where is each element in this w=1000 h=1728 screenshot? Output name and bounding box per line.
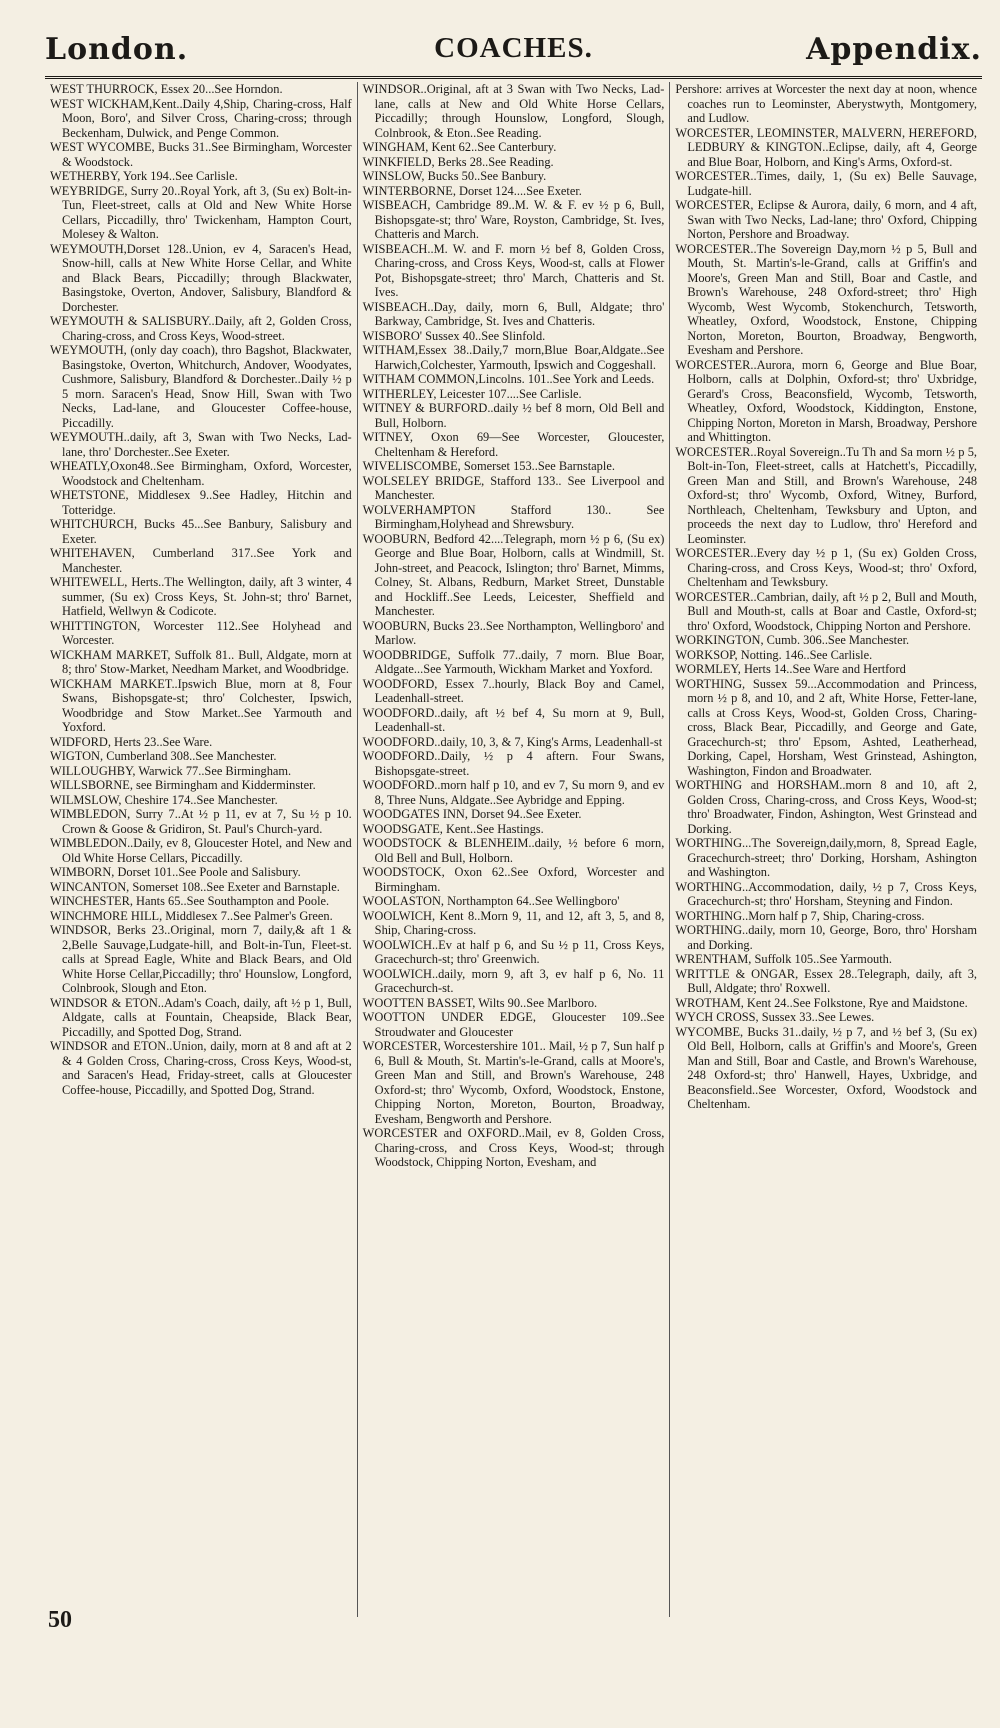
directory-entry: WHITEHAVEN, Cumberland 317..See York and Manchester. [50,546,352,575]
directory-entry: WILMSLOW, Cheshire 174..See Manchester. [50,792,278,807]
directory-entry: WEYMOUTH, (only day coach), thro Bagshot, Blackwater, Basingstoke, Overton, Whitchurch, Andover, Woodyates, Cushmore, Salisbury, Blandford & Dorchester..Daily ½ p 5 morn. Saracen's Head, Snow Hill, Swan with Two Necks, Lad-lane, and Gloucester Coffee-house, Piccadilly. [50,343,352,430]
directory-entry: WOOLASTON, Northampton 64..See Wellingboro' [362,894,620,908]
directory-entry: WORKSOP, Notting. 146..See Carlisle. [675,647,873,662]
directory-entry: WORTHING..Accommodation, daily, ½ p 7, Cross Keys, Gracechurch-st; thro' Horsham, Steyning and Findon. [675,879,978,908]
directory-entry: WYCOMBE, Bucks 31..daily, ½ p 7, and ½ bef 3, (Su ex) Old Bell, Holborn, calls at Griffin's and Moore's, Green Man and Still, Boar and Castle, and Brown's Warehouse, 248 Oxford-st; thro' Hanwell, Hayes, Uxbridge, and Beaconsfield..See Worcester, Oxford, Woodstock and Cheltenham. [675,1024,978,1111]
directory-entry: WORTHING, Sussex 59...Accommodation and Princess, morn ½ p 8, and 10, and 2 aft, White Horse, Fetter-lane, calls at Cross Keys, Wood-st, Golden Cross, Charing-cross, Black Bear, Piccadilly, and George and Gate, Gracechurch-st; thro' Epsom, Ashted, Leatherhead, Dorking, Capel, Horsham, West Grinstead, Ashington, Washington, Findon and Broadwater. [675,676,978,778]
directory-entry: WYCH CROSS, Sussex 33..See Lewes. [675,1010,875,1024]
directory-entry: WOODBRIDGE, Suffolk 77..daily, 7 morn. Blue Boar, Aldgate...See Yarmouth, Wickham Market and Yoxford. [362,647,665,676]
directory-entry: WOODGATES INN, Dorset 94..See Exeter. [362,807,582,821]
header-left-title: London. [45,32,189,67]
directory-entry: WORKINGTON, Cumb. 306..See Manchester. [675,633,910,647]
column-2 [357,82,670,1617]
directory-entry: WOLSELEY BRIDGE, Stafford 133.. See Liverpool and Manchester. [362,473,665,502]
directory-entry: WHITEWELL, Herts..The Wellington, daily, aft 3 winter, 4 summer, (Su ex) Cross Keys, St. John-st; thro' Barnet, Hatfield, Wellwyn & Codicote. [50,575,352,618]
directory-entry: WINSLOW, Bucks 50..See Banbury. [362,169,547,183]
directory-entry: WEYMOUTH & SALISBURY..Daily, aft 2, Golden Cross, Charing-cross, and Cross Keys, Wood-street. [50,314,352,343]
directory-entry: WORCESTER..Aurora, morn 6, George and Blue Boar, Holborn, calls at Dolphin, Oxford-st; thro' Uxbridge, Gerard's Cross, Beaconsfield, Wycomb, Tetsworth, Wheatley, Oxford, Woodstock, Kiddington, Enstone, Chipping Norton, Moreton in Marsh, Broadway, Pershore and Whittington. [675,357,978,444]
directory-entry: WOOBURN, Bucks 23..See Northampton, Wellingboro' and Marlow. [362,618,665,647]
directory-entry: WINGHAM, Kent 62..See Canterbury. [362,140,557,154]
directory-entry: Pershore: arrives at Worcester the next day at noon, whence coaches run to Leominster, Aberystwyth, Montgomery, and Ludlow. [675,82,978,125]
directory-entry: WORTHING...The Sovereign,daily,morn, 8, Spread Eagle, Gracechurch-street; thro' Dorking, Horsham, Ashington and Washington. [675,836,978,879]
directory-entry: WRITTLE & ONGAR, Essex 28..Telegraph, daily, aft 3, Bull, Aldgate; thro' Roxwell. [675,966,978,995]
directory-entry: WOODFORD..morn half p 10, and ev 7, Su morn 9, and ev 8, Three Nuns, Aldgate..See Aybridge and Epping. [362,778,665,807]
directory-entry: WISBORO' Sussex 40..See Slinfold. [362,328,546,343]
directory-entry: WISBEACH, Cambridge 89..M. W. & F. ev ½ p 6, Bull, Bishopsgate-st; thro' Ware, Royston, Cambridge, St. Ives, Chatteris and March. [362,198,665,241]
directory-entry: WETHERBY, York 194..See Carlisle. [50,169,238,183]
directory-entry: WINCANTON, Somerset 108..See Exeter and Barnstaple. [50,879,340,894]
directory-entry: WORMLEY, Herts 14..See Ware and Hertford [675,662,906,676]
directory-entry: WEST WYCOMBE, Bucks 31..See Birmingham, Worcester & Woodstock. [50,140,352,169]
directory-entry: WEYMOUTH..daily, aft 3, Swan with Two Necks, Lad-lane, thro' Dorchester..See Exeter. [50,430,352,459]
directory-entry: WORTHING and HORSHAM..morn 8 and 10, aft 2, Golden Cross, Charing-cross, and Cross Keys, Wood-st; thro' Broadwater, Findon, Ashington, West Grinstead and Dorking. [675,778,978,836]
directory-entry: WINDSOR and ETON..Union, daily, morn at 8 and aft at 2 & 4 Golden Cross, Charing-cross, Cross Keys, Wood-st, and Saracen's Head, Friday-street, calls at Gloucester Coffee-house, Piccadilly, and Spotted Dog, Strand. [50,1039,352,1097]
directory-entry: WEYBRIDGE, Surry 20..Royal York, aft 3, (Su ex) Bolt-in-Tun, Fleet-street, calls at Old and New White Horse Cellars, Piccadilly, thro' Twickenham, Hampton Court, Molesey & Walton. [50,183,352,241]
page-number: 50 [48,1607,72,1633]
directory-entry: WISBEACH..Day, daily, morn 6, Bull, Aldgate; thro' Barkway, Cambridge, St. Ives and Chatteris. [362,299,665,328]
directory-entry: WORCESTER and OXFORD..Mail, ev 8, Golden Cross, Charing-cross, and Cross Keys, Wood-st; through Woodstock, Chipping Norton, Evesham, and [362,1126,665,1169]
column-3 [669,82,982,1617]
directory-entry: WILLOUGHBY, Warwick 77..See Birmingham. [50,763,292,778]
directory-entry: WIVELISCOMBE, Somerset 153..See Barnstaple. [362,459,615,473]
directory-entry: WINKFIELD, Berks 28..See Reading. [362,154,554,169]
directory-entry: WITHAM,Essex 38..Daily,7 morn,Blue Boar,Aldgate..See Harwich,Colchester, Yarmouth, Ipswich and Coggeshall. [362,343,665,372]
directory-entry: WOODFORD..daily, 10, 3, & 7, King's Arms, Leadenhall-st [362,734,663,749]
directory-entry: WILLSBORNE, see Birmingham and Kidderminster. [50,778,316,792]
directory-entry: WITNEY & BURFORD..daily ½ bef 8 morn, Old Bell and Bull, Holborn. [362,401,665,430]
directory-entry: WINTERBORNE, Dorset 124....See Exeter. [362,183,582,198]
directory-entry: WORCESTER..Times, daily, 1, (Su ex) Belle Sauvage, Ludgate-hill. [675,169,978,198]
directory-entry: WIMBLEDON..Daily, ev 8, Gloucester Hotel, and New and Old White Horse Cellars, Piccadilly. [50,836,352,865]
directory-entry: WORCESTER, Eclipse & Aurora, daily, 6 morn, and 4 aft, Swan with Two Necks, Lad-lane; thro' Oxford, Chipping Norton, Pershore and Broadway. [675,198,978,241]
directory-entry: WICKHAM MARKET, Suffolk 81.. Bull, Aldgate, morn at 8; thro' Stow-Market, Needham Market, and Woodbridge. [50,647,352,676]
directory-entry: WORCESTER..The Sovereign Day,morn ½ p 5, Bull and Mouth, St. Martin's-le-Grand, calls at Griffin's and Moore's, Green Man and Still, Boar and Castle, and Brown's Warehouse, 248 Oxford-street; thro' High Wycomb, West Wycomb, Stokenchurch, Tetsworth, Wheatley, Oxford, Woodstock, Enstone, Chipping Norton, Moreton, Bourton, Broadway, Bengworth, Evesham and Pershore. [675,241,978,357]
directory-entry: WROTHAM, Kent 24..See Folkstone, Rye and Maidstone. [675,995,968,1010]
directory-entry: WINDSOR..Original, aft at 3 Swan with Two Necks, Lad-lane, calls at New and Old White Horse Cellars, Piccadilly; through Hounslow, Longford, Slough, Colnbrook, & Eton..See Reading. [362,82,665,140]
directory-entry: WOODFORD..daily, aft ½ bef 4, Su morn at 9, Bull, Leadenhall-st. [362,705,665,734]
directory-entry: WIGTON, Cumberland 308..See Manchester. [50,749,277,763]
directory-entry: WHEATLY,Oxon48..See Birmingham, Oxford, Worcester, Woodstock and Cheltenham. [50,459,352,488]
directory-entry: WISBEACH..M. W. and F. morn ½ bef 8, Golden Cross, Charing-cross, and Cross Keys, Wood-st, calls at Flower Pot, Bishopsgate-street; thro' March, Chatteris and St. Ives. [362,241,665,299]
directory-entry: WHETSTONE, Middlesex 9..See Hadley, Hitchin and Totteridge. [50,488,352,517]
directory-entry: WINDSOR & ETON..Adam's Coach, daily, aft ½ p 1, Bull, Aldgate, calls at Fountain, Cheapside, Black Bear, Piccadilly, and Spotted Dog, Strand. [50,995,352,1039]
directory-entry: WRENTHAM, Suffolk 105..See Yarmouth. [675,952,892,966]
directory-entry: WOODSTOCK & BLENHEIM..daily, ½ before 6 morn, Old Bell and Bull, Holborn. [362,836,665,865]
running-header [45,28,982,79]
directory-entry: WOODSGATE, Kent..See Hastings. [362,821,544,836]
directory-entry: WHITTINGTON, Worcester 112..See Holyhead and Worcester. [50,618,352,647]
directory-entry: WOODFORD, Essex 7..hourly, Black Boy and Camel, Leadenhall-street. [362,676,665,705]
directory-entry: WEST THURROCK, Essex 20...See Horndon. [50,82,283,96]
directory-entry: WOODSTOCK, Oxon 62..See Oxford, Worcester and Birmingham. [362,865,665,894]
directory-entry: WINCHESTER, Hants 65..See Southampton and Poole. [50,894,330,908]
directory-entry: WOOLWICH..daily, morn 9, aft 3, ev half p 6, No. 11 Gracechurch-st. [362,966,665,995]
header-center-title: COACHES. [434,32,593,64]
directory-entry: WOOLWICH, Kent 8..Morn 9, 11, and 12, aft 3, 5, and 8, Ship, Charing-cross. [362,908,665,937]
text-columns [45,82,982,1617]
directory-entry: WORCESTER, Worcestershire 101.. Mail, ½ p 7, Sun half p 6, Bull & Mouth, St. Martin's-le-Grand, calls at Moore's, Green Man and Still, and Brown's Warehouse, 248 Oxford-st; thro' Wycomb, Oxford, Woodstock, Enstone, Chipping Norton, Moreton, Bourton, Broadway, Evesham, Bengworth and Pershore. [362,1039,665,1126]
directory-entry: WIMBORN, Dorset 101..See Poole and Salisbury. [50,865,301,879]
directory-entry: WORTHING..daily, morn 10, George, Boro, thro' Horsham and Dorking. [675,923,978,952]
directory-entry: WORCESTER..Royal Sovereign..Tu Th and Sa morn ½ p 5, Bolt-in-Ton, Fleet-street, calls at Hatchett's, Piccadilly, Green Man and Still, and Brown's Warehouse, 248 Oxford-st; thro' Wycomb, Oxford, Witney, Burford, Northleach, Cheltenham, Tewksbury and Upton, and proceeds the next day to Ludlow, thro' Hereford and Leominster. [675,444,978,546]
directory-entry: WICKHAM MARKET..Ipswich Blue, morn at 8, Four Swans, Bishopsgate-st; thro' Colchester, Ipswich, Woodbridge and Stow Market..See Yarmouth and Yoxford. [50,676,352,734]
directory-entry: WOOTTEN BASSET, Wilts 90..See Marlboro. [362,995,598,1010]
directory-entry: WEST WICKHAM,Kent..Daily 4,Ship, Charing-cross, Half Moon, Boro', and Silver Cross, Charing-cross; through Beckenham, Dulwick, and Penge Common. [50,96,352,140]
directory-entry: WOODFORD..Daily, ½ p 4 aftern. Four Swans, Bishopsgate-street. [362,749,665,778]
directory-entry: WITHAM COMMON,Lincolns. 101..See York and Leeds. [362,372,655,386]
directory-entry: WINCHMORE HILL, Middlesex 7..See Palmer's Green. [50,908,333,923]
directory-entry: WORTHING..Morn half p 7, Ship, Charing-cross. [675,908,925,923]
directory-entry: WORCESTER, LEOMINSTER, MALVERN, HEREFORD, LEDBURY & KINGTON..Eclipse, daily, aft 4, George and Blue Boar, Holborn, and King's Arms, Oxford-st. [675,125,978,169]
directory-entry: WOOLWICH..Ev at half p 6, and Su ½ p 11, Cross Keys, Gracechurch-st; thro' Greenwich. [362,937,665,966]
directory-entry: WEYMOUTH,Dorset 128..Union, ev 4, Saracen's Head, Snow-hill, calls at New White Horse Cellar, and White and Black Bears, Piccadilly; through Blackwater, Basingstoke, Overton, Andover, Salisbury, Blandford & Dorchester. [50,241,352,314]
directory-entry: WIDFORD, Herts 23..See Ware. [50,734,213,749]
directory-entry: WIMBLEDON, Surry 7..At ½ p 11, ev at 7, Su ½ p 10. Crown & Goose & Gridiron, St. Paul's Church-yard. [50,807,352,836]
directory-entry: WITHERLEY, Leicester 107....See Carlisle. [362,386,582,401]
column-1 [45,82,357,1617]
directory-entry: WORCESTER..Every day ½ p 1, (Su ex) Golden Cross, Charing-cross, and Cross Keys, Wood-st; thro' Oxford, Cheltenham and Tewksbury. [675,546,978,589]
directory-entry: WINDSOR, Berks 23..Original, morn 7, daily,& aft 1 & 2,Belle Sauvage,Ludgate-hill, and Bolt-in-Tun, Fleet-st. calls at Spread Eagle, White and Black Bears, and Old White Horse Cellar,Piccadilly; thro' Hounslow, Longford, Colnbrook, Slough and Eton. [50,923,352,995]
directory-entry: WHITCHURCH, Bucks 45...See Banbury, Salisbury and Exeter. [50,517,352,546]
directory-entry: WITNEY, Oxon 69—See Worcester, Gloucester, Cheltenham & Hereford. [362,430,665,459]
directory-entry: WOOTTON UNDER EDGE, Gloucester 109..See Stroudwater and Gloucester [362,1010,665,1039]
directory-entry: WOOBURN, Bedford 42....Telegraph, morn ½ p 6, (Su ex) George and Blue Boar, Holborn, calls at Windmill, St. John-street, and Peacock, Islington; thro' Barnet, Mimms, Colney, St. Albans, Redburn, Market Street, Dunstable and Hockliff..See Leeds, Leicester, Sheffield and Manchester. [362,531,665,618]
directory-entry: WOLVERHAMPTON Stafford 130.. See Birmingham,Holyhead and Shrewsbury. [362,502,665,531]
header-right-title: Appendix. [806,32,982,67]
directory-entry: WORCESTER..Cambrian, daily, aft ½ p 2, Bull and Mouth, Bull and Mouth-st, calls at Boar and Castle, Oxford-st; thro' Oxford, Woodstock, Chipping Norton and Pershore. [675,589,978,633]
